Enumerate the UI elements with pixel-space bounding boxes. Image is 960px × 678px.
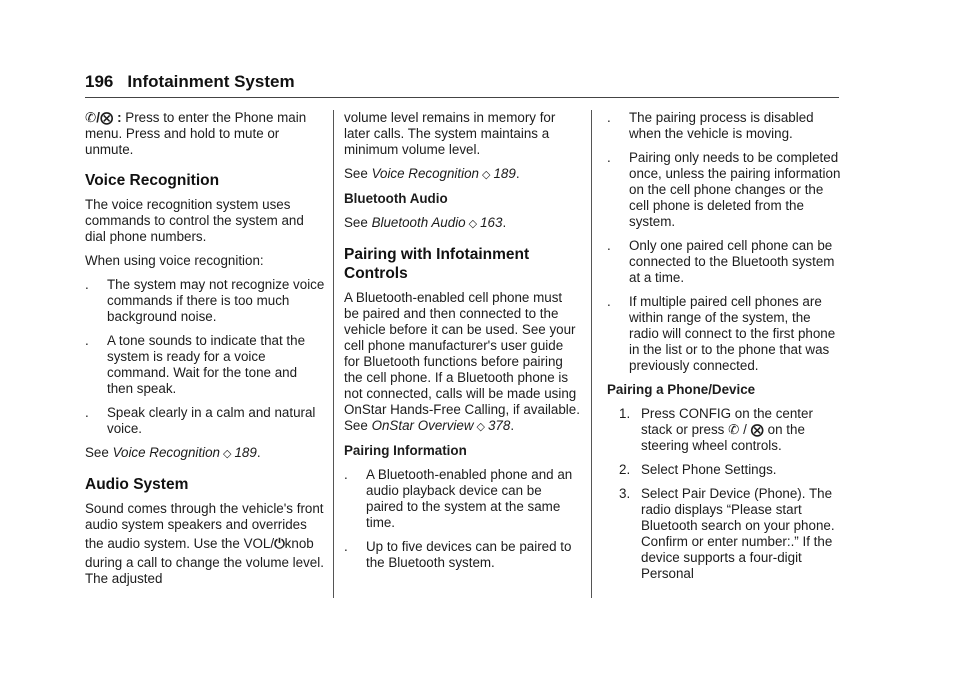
bullet-glyph: . [85,277,89,292]
list-item-text: Only one paired cell phone can be connected to the Bluetooth system at a time. [629,238,835,285]
pairing-rules-list [607,110,843,374]
list-item [607,110,843,142]
list-item [607,462,843,478]
page-ref-arrow-icon: ◇ [476,421,485,433]
bullet-glyph: . [607,150,611,165]
bullet-glyph: . [85,333,89,348]
pairing-information-heading: Pairing Information [344,443,467,458]
cross-ref-link[interactable]: Voice Recognition [112,445,221,460]
audio-text-2: VOL/ [243,536,275,551]
bullet-glyph: . [85,405,89,420]
column-2 [344,110,580,579]
cross-ref-page[interactable]: 163 [480,215,503,230]
column-3 [607,110,843,590]
phone-icon: ✆ [728,422,740,437]
step-text-b: on the steering wheel controls. [641,422,805,453]
list-item [607,406,843,454]
audio-system-heading: Audio System [85,476,189,493]
audio-text-3: knob during a call to change the volume level. The adjusted [85,536,324,586]
pairing-intro-text: A Bluetooth-enabled cell phone must be paired and then connected to the vehicle before it can be used. See your cell phone manufacturer's user guide for Bluetooth functions before pairing the cell phone. If a Bluetooth phone is not connected, calls will be made using OnStar Hands-Free Calling, if available. [344,290,580,417]
mute-icon: ⨂ [750,422,764,437]
phone-button-description [85,110,325,158]
list-item-text: Up to five devices can be paired to the Bluetooth system. [366,539,572,570]
page-number: 196 [85,72,114,91]
pairing-device-heading: Pairing a Phone/Device [607,382,756,397]
bullet-glyph: . [607,110,611,125]
voice-recognition-intro: The voice recognition system uses commands to control the system and dial phone numbers. [85,197,304,244]
intro-text: Press to enter the Phone main menu. Press and hold to mute or unmute. [85,110,307,157]
list-item-text: Pairing only needs to be completed once, unless the pairing information on the cell phone changes or the cell phone is deleted from the system. [629,150,841,229]
bullet-glyph: . [344,467,348,482]
slash-glyph: / [743,422,747,437]
cross-ref-page[interactable]: 189 [493,166,516,181]
section-title: Infotainment System [127,72,295,91]
list-item [607,294,843,374]
see-word: See [344,418,368,433]
column-divider-1 [333,110,334,598]
cross-ref-link[interactable]: Voice Recognition [371,166,480,181]
step-number: 2. [619,462,631,477]
mute-icon: ⨂ [99,110,114,125]
audio-continued-text: volume level remains in memory for later calls. The system maintains a minimum volume level. [344,110,556,157]
step-text: Select Phone Settings. [641,462,777,477]
step-number: 1. [619,406,631,421]
voice-recognition-heading: Voice Recognition [85,172,220,189]
list-item [607,486,843,582]
list-item-text: If multiple paired cell phones are within range of the system, the radio will connect to the first phone in the list or to the phone that was previously connected. [629,294,836,373]
cross-ref-link[interactable]: OnStar Overview [371,418,474,433]
cross-ref-link[interactable]: Bluetooth Audio [371,215,466,230]
phone-icon: ✆ [85,110,97,125]
column-divider-2 [591,110,592,598]
list-item [607,238,843,286]
audio-system-text [85,501,325,587]
step-text-a: Press CONFIG on the center stack or press [641,406,813,437]
bullet-glyph: . [607,238,611,253]
see-word: See [85,445,109,460]
list-item [85,405,325,437]
bluetooth-audio-see-also: See Bluetooth Audio ◇ 163. [344,215,507,230]
step-number: 3. [619,486,631,501]
slash-glyph: / [96,110,100,125]
pairing-heading: Pairing with Infotainment Controls [344,246,530,282]
bullet-glyph: . [344,539,348,554]
list-item [344,467,580,531]
pairing-intro: A Bluetooth-enabled cell phone must be paired and then connected to the vehicle before it can be used. See your cell phone manufacturer's user guide for Bluetooth functions before pairing the cell phone. If a Bluetooth phone is not connected, calls will be made using OnStar Hands-Free Calling, if available. See OnStar Overview ◇ 378. [344,290,580,433]
list-item-text: The system may not recognize voice commands if there is too much background noise. [107,277,325,324]
header-rule [85,97,839,98]
cross-ref-page[interactable]: 189 [234,445,257,460]
list-item [85,277,325,325]
voice-recognition-lead: When using voice recognition: [85,253,264,268]
list-item-text: A tone sounds to indicate that the system is ready for a voice command. Wait for the tone and then speak. [107,333,306,396]
see-word: See [344,166,368,181]
column-1 [85,110,325,595]
pairing-info-list [344,467,580,571]
page-header [85,72,295,92]
cross-ref-page[interactable]: 378 [487,418,511,433]
see-word: See [344,215,368,230]
voice-recognition-see-also: See Voice Recognition ◇ 189. [85,445,261,460]
page-ref-arrow-icon: ◇ [482,169,491,181]
list-item-text: Speak clearly in a calm and natural voice. [107,405,316,436]
list-item [607,150,843,230]
intro-separator: : [113,110,126,125]
step-text: Select Pair Device (Phone). The radio displays “Please start Bluetooth search on your phone. Confirm or enter number:.” If the device supports a four-digit Personal [641,486,835,581]
list-item [344,539,580,571]
list-item-text: A Bluetooth-enabled phone and an audio playback device can be paired to the system at the same time. [366,467,573,530]
voice-see-also: See Voice Recognition ◇ 189. [344,166,520,181]
list-item [85,333,325,397]
voice-tips-list [85,277,325,437]
bullet-glyph: . [607,294,611,309]
pairing-steps-list [607,406,843,582]
bluetooth-audio-heading: Bluetooth Audio [344,191,448,206]
audio-text-1: Sound comes through the vehicle's front audio system speakers and overrides the audio system. Use the [85,501,324,551]
page-ref-arrow-icon: ◇ [223,448,232,460]
power-knob-icon: ⏻ [274,536,285,551]
list-item-text: The pairing process is disabled when the vehicle is moving. [629,110,814,141]
page-ref-arrow-icon: ◇ [468,218,478,230]
